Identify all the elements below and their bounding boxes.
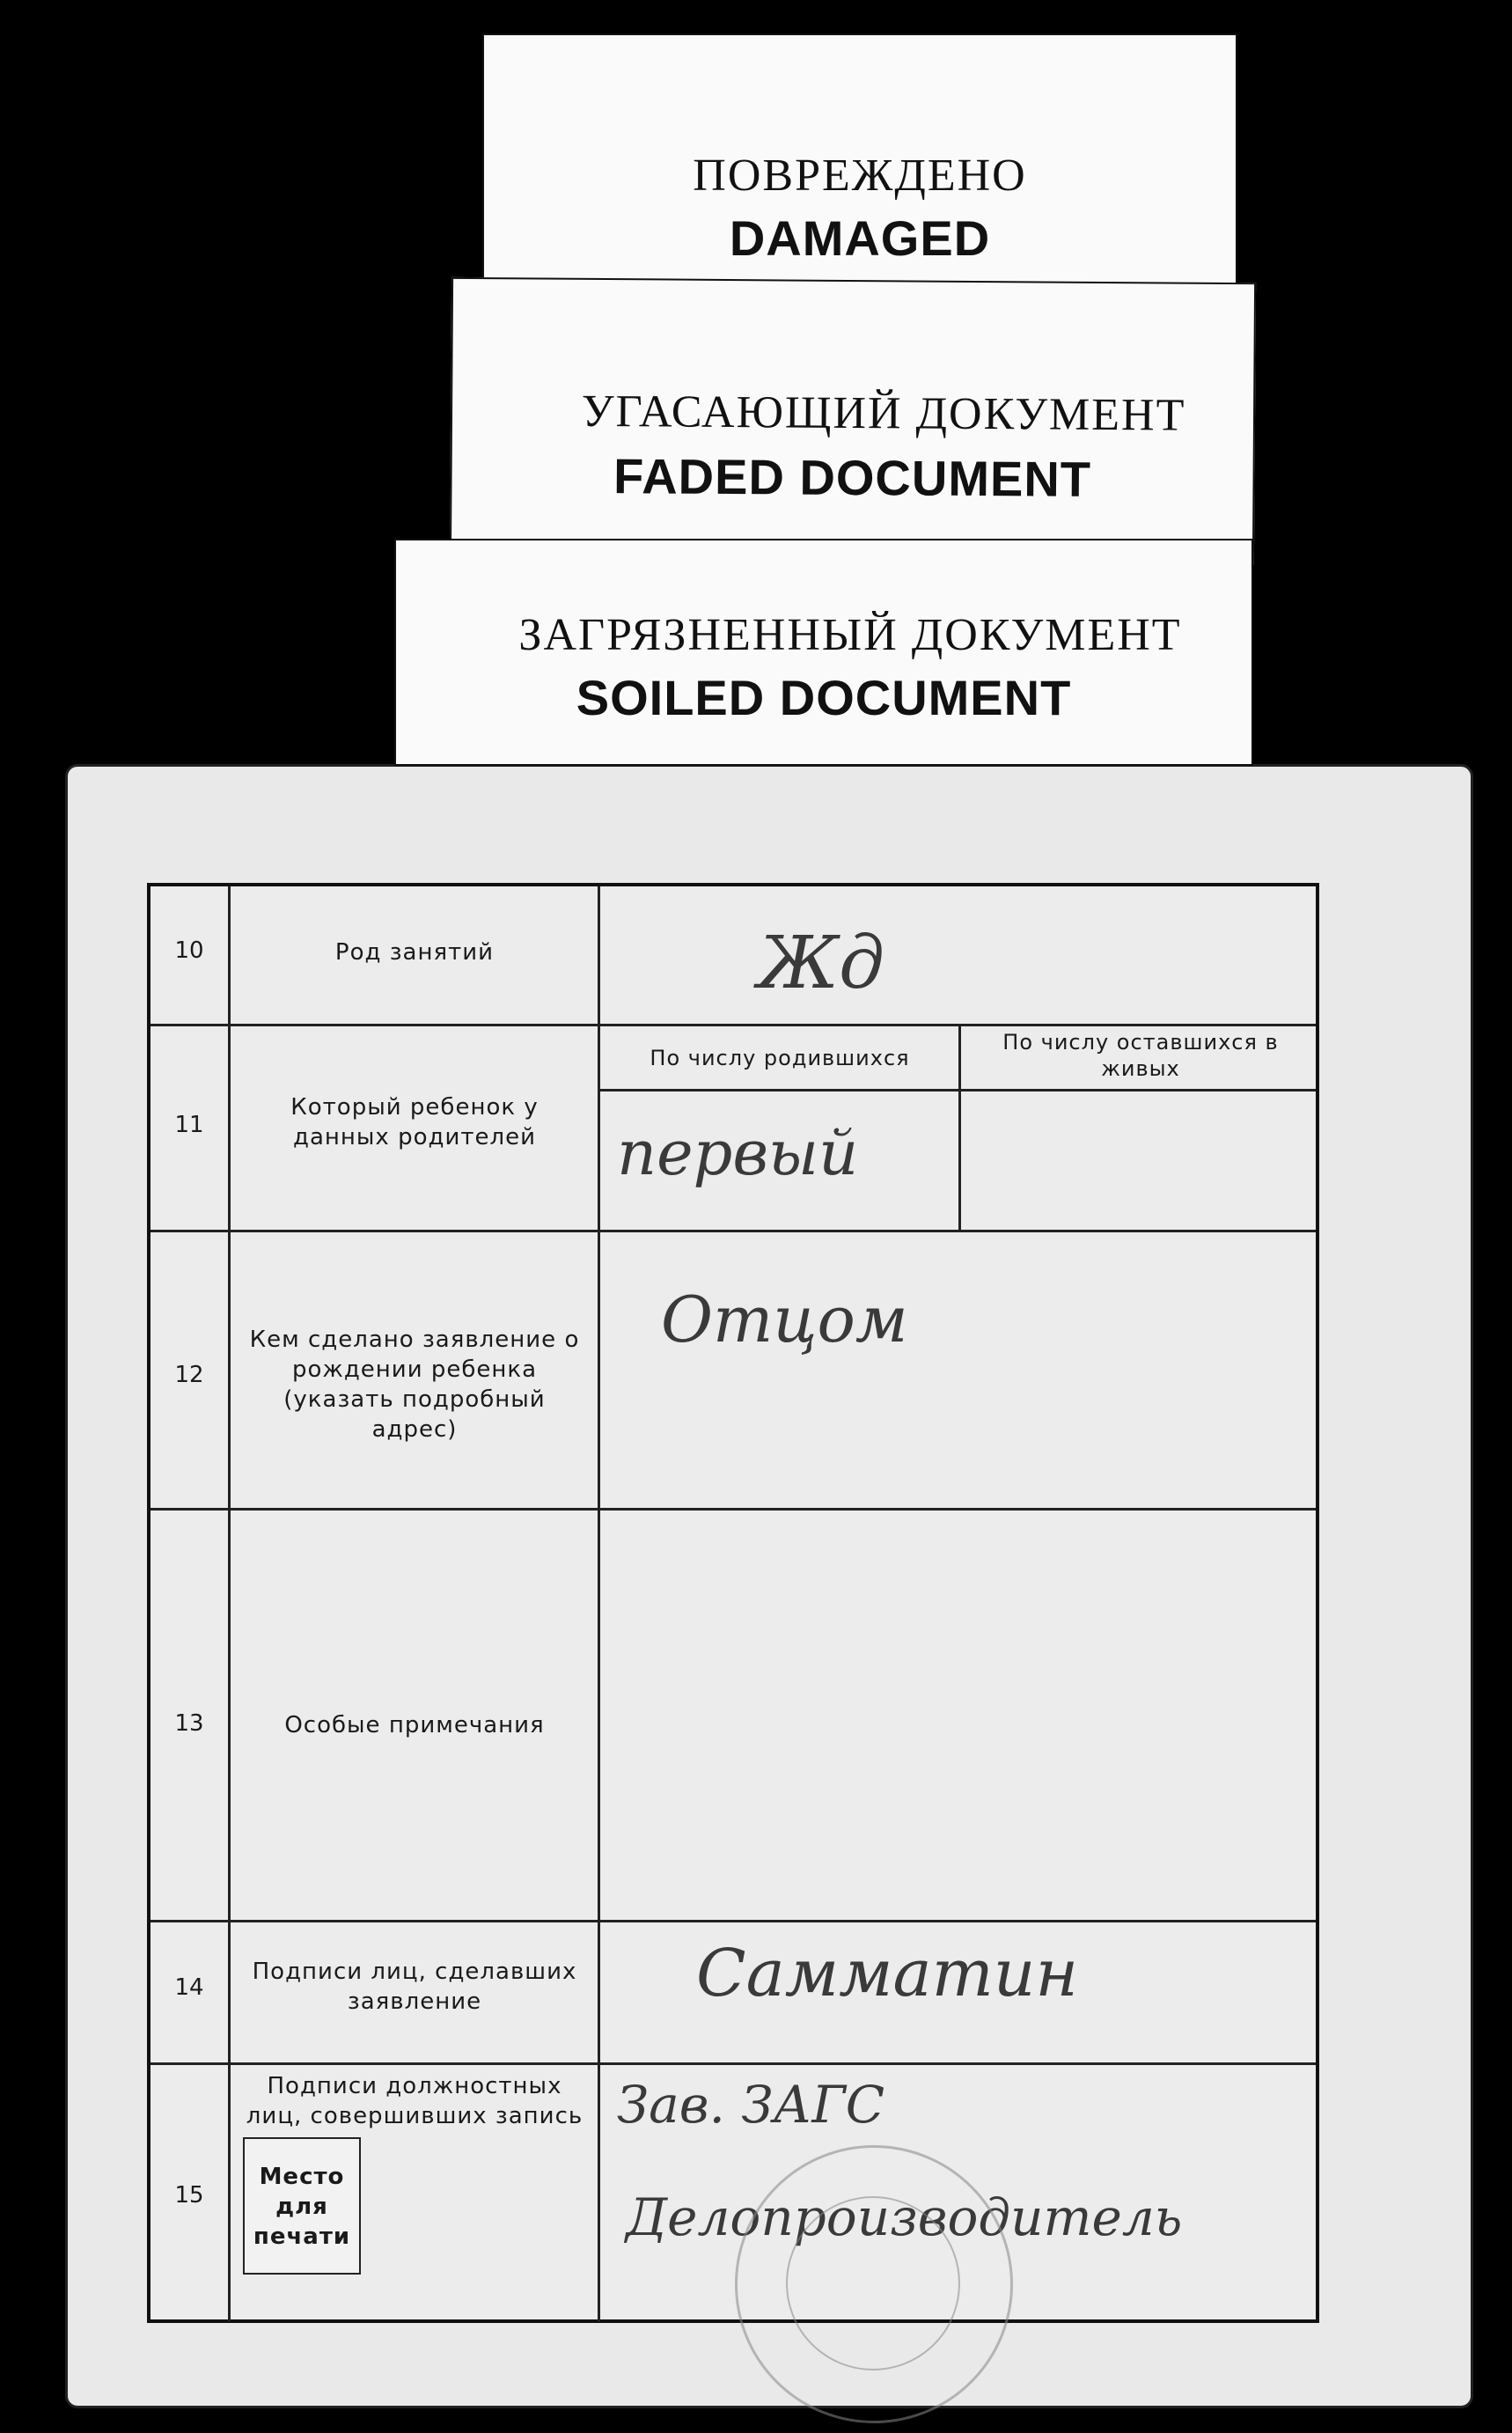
row-number: 10 (174, 937, 204, 964)
faded-flag-ru: УГАСАЮЩИЙ ДОКУМЕНТ (581, 386, 1186, 441)
child-order-born-value: первый (617, 1117, 859, 1189)
row-number: 12 (174, 1362, 204, 1388)
faded-flag (450, 277, 1256, 564)
seal-place-box (243, 2137, 361, 2275)
soiled-flag-ru: ЗАГРЯЗНЕННЫЙ ДОКУМЕНТ (518, 610, 1182, 660)
row-divider (150, 1920, 1316, 1922)
occupation-label: Род занятий (334, 939, 495, 966)
col-born-header: По числу родившихся (650, 1046, 910, 1070)
damaged-flag-en: DAMAGED (729, 210, 991, 266)
declarant-value: Отцом (661, 1283, 908, 1356)
row-divider (150, 1230, 1316, 1232)
row-divider (150, 2062, 1316, 2065)
damaged-flag (482, 33, 1237, 313)
official-signature-line2: Делопроизводитель (626, 2187, 1183, 2247)
row-number: 15 (174, 2182, 204, 2209)
column-divider (228, 886, 231, 2321)
official-signature-line1: Зав. ЗАГС (617, 2075, 885, 2135)
round-stamp (735, 2145, 1013, 2423)
row-divider (150, 1508, 1316, 1511)
seal-place-label: Место для печати (253, 2164, 351, 2250)
soiled-flag (394, 539, 1253, 766)
declarant-signature-label: Подписи лиц, сделавших заявление (252, 1959, 577, 2015)
faded-flag-en: FADED DOCUMENT (613, 448, 1092, 507)
remarks-label: Особые примечания (284, 1712, 545, 1738)
damaged-flag-ru: ПОВРЕЖДЕНО (693, 151, 1027, 201)
row-number: 14 (174, 1974, 204, 2001)
child-order-label: Который ребенок у данных родителей (290, 1094, 539, 1150)
birth-record-form (147, 883, 1319, 2323)
row-number: 13 (174, 1710, 204, 1737)
column-divider (958, 1024, 961, 1230)
row-divider (150, 1024, 1316, 1026)
declarant-label: Кем сделано заявление о рождении ребенка (указать подробный адрес) (249, 1327, 580, 1443)
occupation-value: Жд (758, 922, 885, 1005)
subheader-divider (598, 1089, 1316, 1092)
soiled-flag-en: SOILED DOCUMENT (576, 670, 1072, 725)
declarant-signature-value: Самматин (696, 1936, 1079, 2011)
row-number: 11 (174, 1112, 204, 1138)
col-alive-header: По числу оставшихся в живых (1002, 1030, 1279, 1081)
official-signature-label: Подписи должностных лиц, совершивших запись (246, 2073, 584, 2129)
column-divider (598, 886, 600, 2321)
